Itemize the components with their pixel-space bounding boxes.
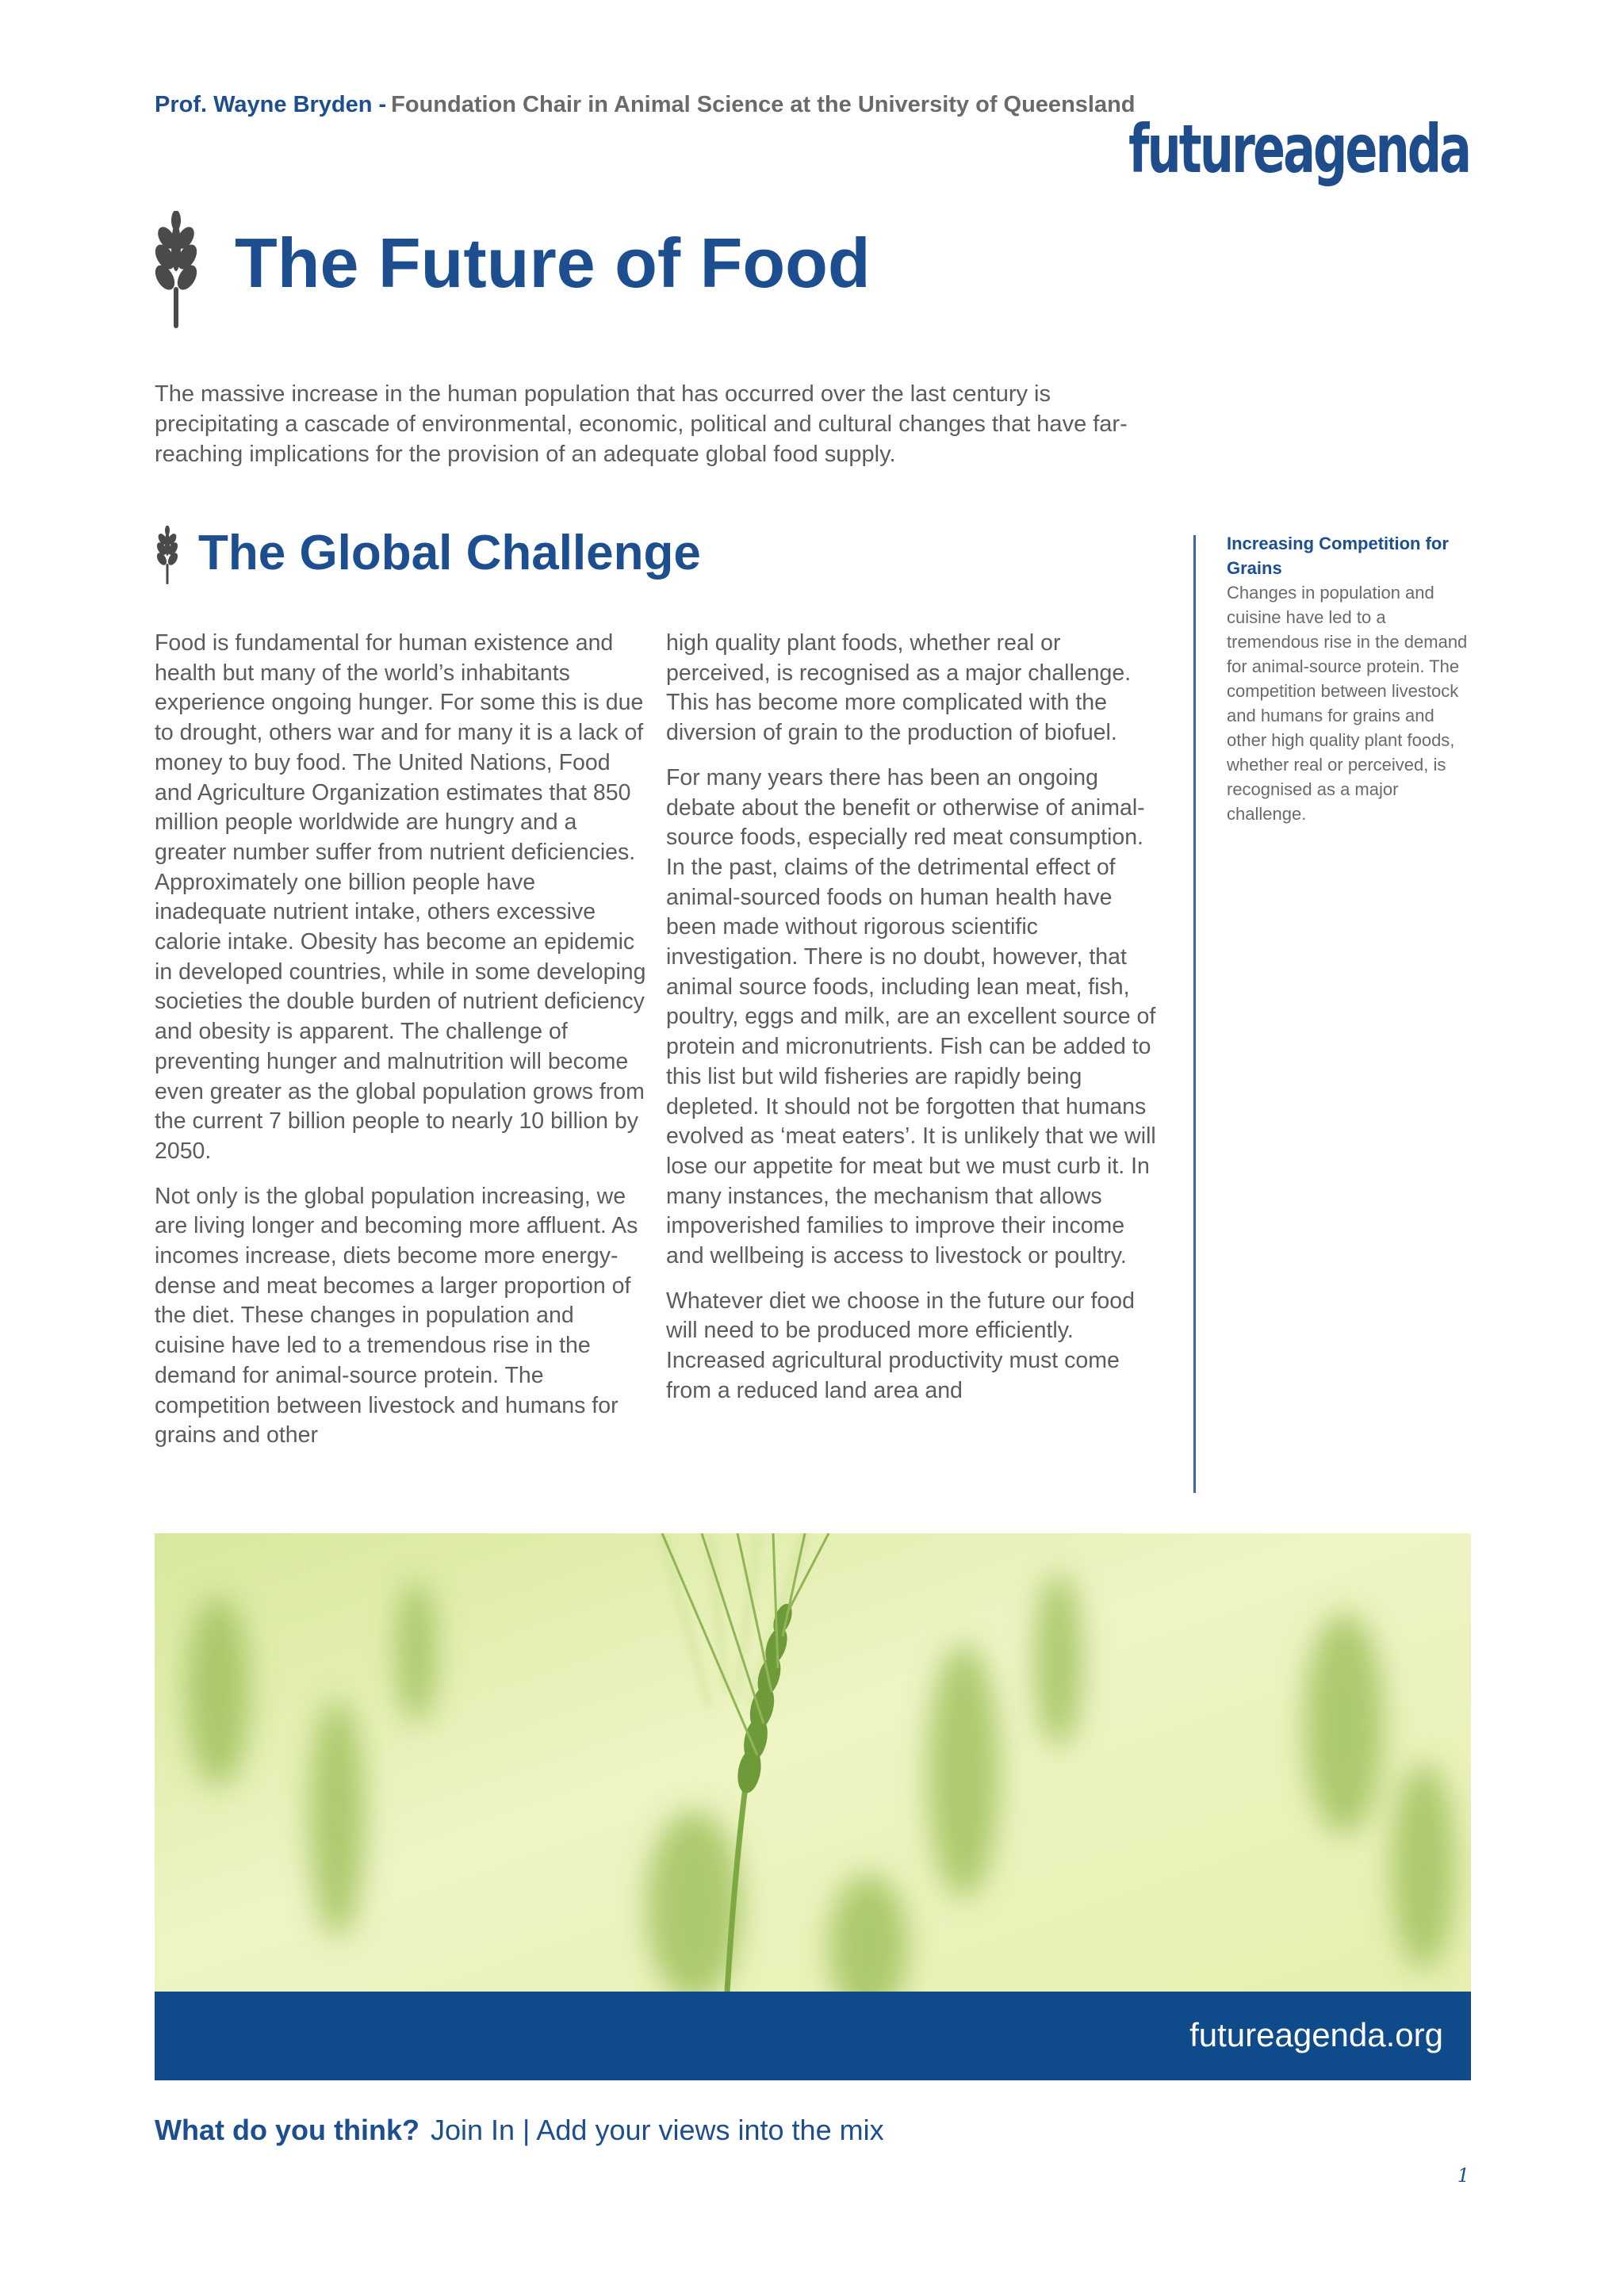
join-in-link[interactable]: Join In | Add your views into the mix bbox=[430, 2114, 884, 2146]
author-role: Foundation Chair in Animal Science at the University of Queensland bbox=[391, 92, 1136, 117]
website-link[interactable]: futureagenda.org bbox=[1189, 2016, 1443, 2053]
byline-separator: - bbox=[378, 92, 387, 117]
body-column-2 bbox=[666, 629, 1158, 1422]
author-name: Prof. Wayne Bryden bbox=[155, 92, 373, 117]
paragraph: high quality plant foods, whether real or perceived, is recognised as a major challenge. This has become more complicated with the diversion of grain to the production of biofuel. bbox=[666, 630, 1132, 746]
page-number: 1 bbox=[1457, 2164, 1469, 2187]
banner-bar bbox=[155, 1992, 1471, 2080]
wheat-icon bbox=[155, 526, 180, 584]
wheat-field-photo bbox=[155, 1533, 1471, 1992]
page-title: The Future of Food bbox=[235, 224, 871, 302]
sidebar-callout bbox=[1227, 531, 1473, 826]
body-column-1 bbox=[155, 629, 646, 1466]
section-title: The Global Challenge bbox=[198, 526, 701, 580]
wheat-icon bbox=[151, 211, 201, 328]
sidebar-divider bbox=[1193, 535, 1196, 1493]
paragraph: Whatever diet we choose in the future our food will need to be produced more efficiently. Increased agricultural productivity must come from a reduced land area and bbox=[666, 1288, 1135, 1403]
sidebar-title: Increasing Competition for Grains bbox=[1227, 534, 1449, 578]
paragraph: Not only is the global population increasing, we are living longer and becoming more affluent. As incomes increase, diets become more energy-dense and meat becomes a larger proportion of the diet. These changes in population and cuisine have led to a tremendous rise in the demand for animal-source protein. The competition between livestock and humans for grains and other bbox=[155, 1183, 638, 1448]
paragraph: Food is fundamental for human existence and health but many of the world’s inhabitants experience ongoing hunger. For some this is due to drought, others war and for many it is a lack of money to buy food. The United Nations, Food and Agriculture Organization estimates that 850 million people worldwide are hungry and a greater number suffer from nutrient deficiencies. Approximately one billion people have inadequate nutrient intake, others excessive calorie intake. Obesity has become an epidemic in developed countries, while in some developing societies the double burden of nutrient deficiency and obesity is apparent. The challenge of preventing hunger and malnutrition will become even greater as the global population grows from the current 7 billion people to nearly 10 billion by 2050. bbox=[155, 630, 646, 1164]
intro-paragraph: The massive increase in the human population that has occurred over the last century is precipitating a cascade of environmental, economic, political and cultural changes that have far-reaching implications for the provision of an adequate global food supply. bbox=[155, 381, 1128, 467]
cta-question: What do you think? bbox=[155, 2114, 419, 2146]
byline bbox=[155, 92, 1136, 118]
futureagenda-logo[interactable]: futureagenda bbox=[1128, 110, 1469, 188]
paragraph: For many years there has been an ongoing debate about the benefit or otherwise of animal-source foods, especially red meat consumption. In the past, claims of the detrimental effect of animal-sourced foods on human health have been made without rigorous scientific investigation. There is no doubt, however, that animal source foods, including lean meat, fish, poultry, eggs and milk, are an excellent source of protein and micronutrients. Fish can be added to this list but wild fisheries are rapidly being depleted. It should not be forgotten that humans evolved as ‘meat eaters’. It is unlikely that we will lose our appetite for meat but we must curb it. In many instances, the mechanism that allows impoverished families to improve their income and wellbeing is access to livestock or poultry. bbox=[666, 764, 1156, 1269]
sidebar-body: Changes in population and cuisine have led to a tremendous rise in the demand for animal-source protein. The competition between livestock and humans for grains and other high quality plant foods, whether real or perceived, is recognised as a major challenge. bbox=[1227, 583, 1468, 824]
call-to-action bbox=[155, 2114, 884, 2147]
